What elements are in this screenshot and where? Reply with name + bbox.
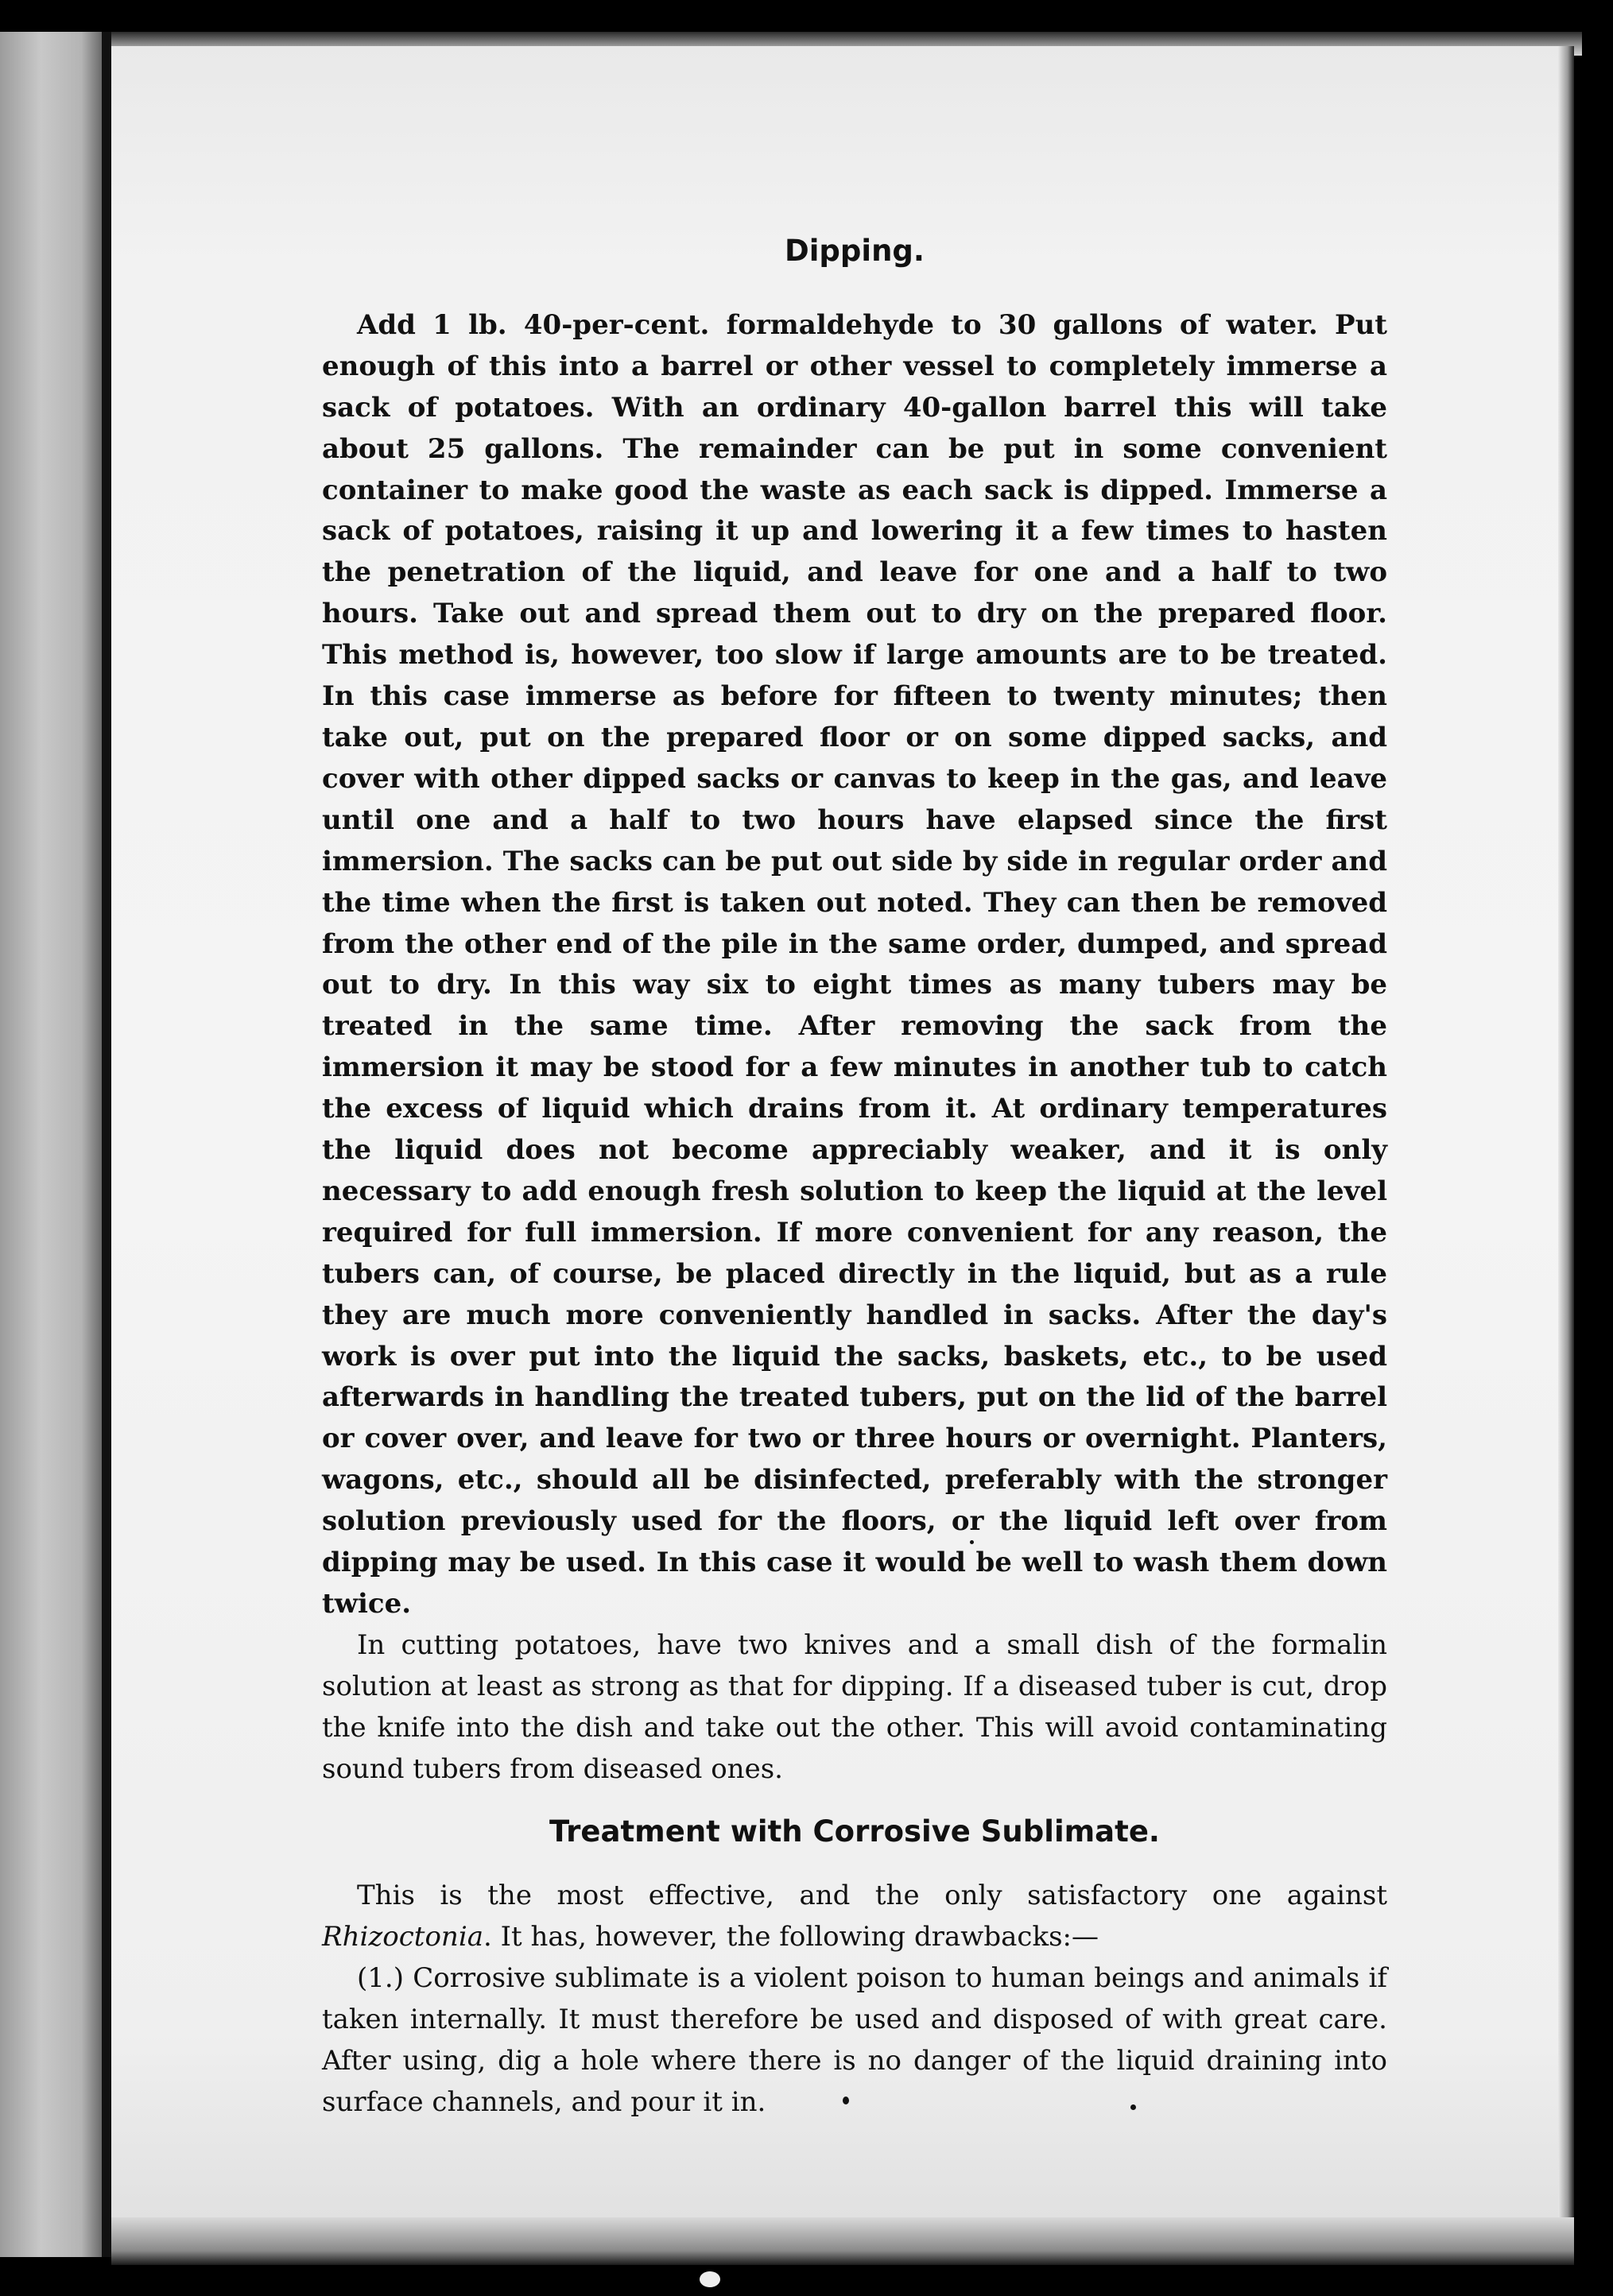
section-heading-corrosive-sublimate: Treatment with Corrosive Sublimate. xyxy=(549,1814,1160,1849)
scan-speck xyxy=(970,1540,974,1544)
binding-gutter xyxy=(102,32,111,2257)
scan-speck xyxy=(700,2271,720,2287)
paragraph-dipping-instructions: Add 1 lb. 40-per-cent. formaldehyde to 30 gallons of water. Put enough of this into a barrel or other vessel to completely immerse a sack of potatoes. With an ordinary 40-gallon barrel this will take about 25 gallons. The remainder can be put in some convenient container to make good the waste as each sack is dipped. Immerse a sack of potatoes, raising it up and lowering it a few times to hasten the penetration of the liquid, and leave for one and a half to two hours. Take out and spread them out to dry on the prepared floor. This method is, however, too slow if large amounts are to be treated. In this case immerse as before for fifteen to twenty minutes; then take out, put on the prepared floor or on some dipped sacks, and cover with other dipped sacks or canvas to keep in the gas, and leave until one and a half to two hours have elapsed since the first immersion. The sacks can be put out side by side in regular order and the time when the first is taken out noted. They can then be removed from the other end of the pile in the same order, dumped, and spread out to dry. In this way six to eight times as many tubers may be treated in the same time. After removing the sack from the immersion it may be stood for a few minutes in another tub to catch the excess of liquid which drains from it. At ordinary temperatures the liquid does not become appreciably weaker, and it is only necessary to add enough fresh solution to keep the liquid at the level required for full immersion. If more convenient for any reason, the tubers can, of course, be placed directly in the liquid, but as a rule they are much more conveniently handled in sacks. After the day's work is over put into the liquid the sacks, baskets, etc., to be used afterwards in handling the treated tubers, put on the lid of the barrel or cover over, and leave for two or three hours or overnight. Planters, wagons, etc., should all be disinfected, preferably with the stronger solution previously used for the floors, or the liquid left over from dipping may be used. In this case it would be well to wash them down twice. xyxy=(322,308,1387,1620)
page-bottom-shadow xyxy=(111,2217,1574,2265)
scan-speck xyxy=(843,2097,849,2104)
intro-text-end: . It has, however, the following drawbacks:— xyxy=(483,1921,1099,1953)
page-right-shadow xyxy=(1558,46,1574,2255)
rhizoctonia-term: Rhizoctonia xyxy=(322,1921,483,1953)
body-text xyxy=(322,230,1387,2124)
intro-text-start: This is the most effective, and the only satisfactory one against xyxy=(357,1880,1387,1912)
paragraph-sublimate-intro xyxy=(322,1876,1387,1958)
facing-page-edge xyxy=(0,32,102,2257)
paragraph-cutting-potatoes: In cutting potatoes, have two knives and a small dish of the formalin solution at least as strong as that for dipping. If a diseased tuber is cut, drop the knife into the dish and take out the other. This will avoid contaminating sound tubers from diseased ones. xyxy=(322,1628,1387,1785)
scan-speck xyxy=(1130,2104,1136,2110)
drawback-item-1: (1.) Corrosive sublimate is a violent poison to human beings and animals if taken internally. It must therefore be used and disposed of with great care. After using, dig a hole where there is no danger of the liquid draining into surface channels, and pour it in. xyxy=(322,1962,1387,2118)
section-heading-dipping: Dipping. xyxy=(785,234,925,268)
